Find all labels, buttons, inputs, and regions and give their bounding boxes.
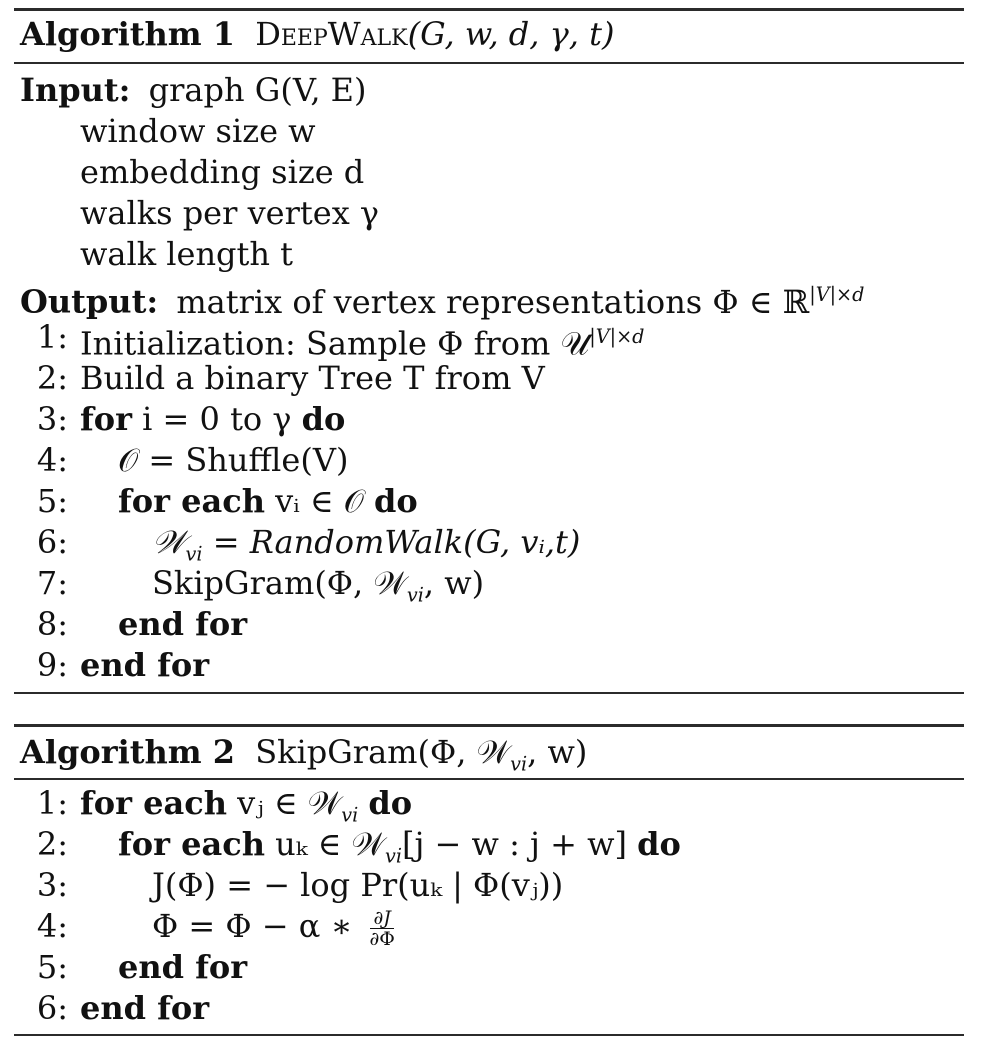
algo1-line-number: 1: [36, 318, 68, 356]
algo1-line-9: end for [80, 646, 210, 684]
line-3-expr: i = 0 to γ [131, 400, 302, 438]
algo2-caption-rule [14, 778, 964, 780]
algo1-line-5 [118, 481, 418, 521]
algo2-line-5: end for [118, 948, 248, 986]
algo1-line-1 [80, 317, 645, 363]
input-embedding-size: embedding size d [80, 153, 365, 191]
algo2-line-number: 6: [36, 989, 68, 1027]
algo2-line-2-sub: vi [384, 844, 402, 868]
keyword-do: do [637, 825, 681, 863]
algo2-line-number: 2: [36, 825, 68, 863]
algo2-bottom-rule [14, 1034, 964, 1036]
algo1-line-7 [152, 563, 485, 607]
algo2-line-2-range: [j − w : j + w] [401, 825, 638, 863]
line-7-pre: SkipGram(Φ, 𝒲 [152, 564, 407, 602]
algo2-line-number: 3: [36, 866, 68, 904]
algo1-line-4: 𝒪 = Shuffle(V) [118, 441, 349, 479]
algo2-line-3: J(Φ) = − log Pr(uₖ | Φ(vⱼ)) [152, 866, 564, 904]
output-sup: |V|×d [809, 283, 865, 306]
keyword-do: do [301, 400, 346, 438]
keyword-for-each: for each [80, 784, 227, 822]
algo2-caption [20, 732, 588, 776]
algo1-input-line [20, 70, 367, 110]
algo1-line-8: end for [118, 605, 248, 643]
keyword-do: do [374, 482, 418, 520]
line-5-expr: vᵢ ∈ 𝒪 [264, 482, 375, 520]
algo2-line-1-sub: vi [341, 803, 359, 827]
algo2-line-number: 1: [36, 784, 68, 822]
keyword-for-each: for each [118, 482, 265, 520]
algo2-top-rule [14, 724, 964, 727]
input-label: Input: [20, 71, 131, 109]
line-6-rhs: = RandomWalk(G, vᵢ,t) [202, 523, 581, 561]
algo1-caption [20, 14, 614, 54]
line-1-text: Initialization: Sample Φ from 𝒰 [80, 324, 590, 363]
keyword-for: for [80, 400, 132, 438]
algo2-line-number: 4: [36, 907, 68, 945]
algo1-line-number: 5: [36, 482, 68, 520]
line-7-post: , w) [423, 564, 485, 602]
algo1-line-3 [80, 399, 345, 439]
algo1-line-number: 4: [36, 441, 68, 479]
partial-derivative-fraction [366, 908, 397, 949]
algo2-line-1-expr: vⱼ ∈ 𝒲 [226, 784, 342, 822]
algo1-bottom-rule [14, 692, 964, 694]
algo2-line-1 [80, 783, 413, 827]
keyword-for-each: for each [118, 825, 265, 863]
algo1-line-number: 9: [36, 646, 68, 684]
algo1-line-2: Build a binary Tree T from V [80, 359, 545, 397]
algo1-line-number: 3: [36, 400, 68, 438]
algo1-output-line [20, 275, 865, 321]
algo2-line-4-expr: Φ = Φ − α ∗ [152, 907, 363, 945]
algo2-line-6: end for [80, 989, 210, 1027]
algo1-name: DeepWalk [255, 15, 408, 53]
algo2-label: Algorithm 2 [20, 733, 236, 771]
keyword-do: do [368, 784, 413, 822]
algo1-args: (G, w, d, γ, t) [407, 15, 615, 53]
input-window-size: window size w [80, 112, 316, 150]
algo2-line-number: 5: [36, 948, 68, 986]
algo1-line-6 [152, 522, 581, 566]
fraction-denominator: ∂Φ [369, 928, 395, 950]
output-text: matrix of vertex representations Φ ∈ ℝ [176, 282, 810, 321]
line-6-lhs: 𝒲 [152, 523, 186, 561]
algo2-line-2 [118, 824, 681, 868]
algo1-label: Algorithm 1 [20, 15, 236, 53]
algo1-line-number: 8: [36, 605, 68, 643]
algo1-top-rule [14, 8, 964, 11]
output-label: Output: [20, 282, 159, 321]
algo2-line-4 [152, 906, 398, 950]
algo1-line-number: 2: [36, 359, 68, 397]
line-7-sub: vi [406, 583, 424, 607]
algo2-name-sub: vi [510, 752, 528, 776]
algo1-line-number: 6: [36, 523, 68, 561]
algo2-line-2-expr: uₖ ∈ 𝒲 [264, 825, 385, 863]
line-1-sup: |V|×d [589, 325, 645, 348]
line-6-sub: vi [185, 542, 203, 566]
input-graph: graph G(V, E) [148, 71, 367, 109]
algo1-caption-rule [14, 62, 964, 64]
algo2-name: SkipGram(Φ, 𝒲 [255, 733, 511, 771]
algo1-line-number: 7: [36, 564, 68, 602]
input-walk-length: walk length t [80, 235, 294, 273]
input-walks-per-vertex: walks per vertex γ [80, 194, 380, 232]
algo2-name-post: , w) [527, 733, 588, 771]
fraction-numerator: ∂J [370, 908, 393, 929]
